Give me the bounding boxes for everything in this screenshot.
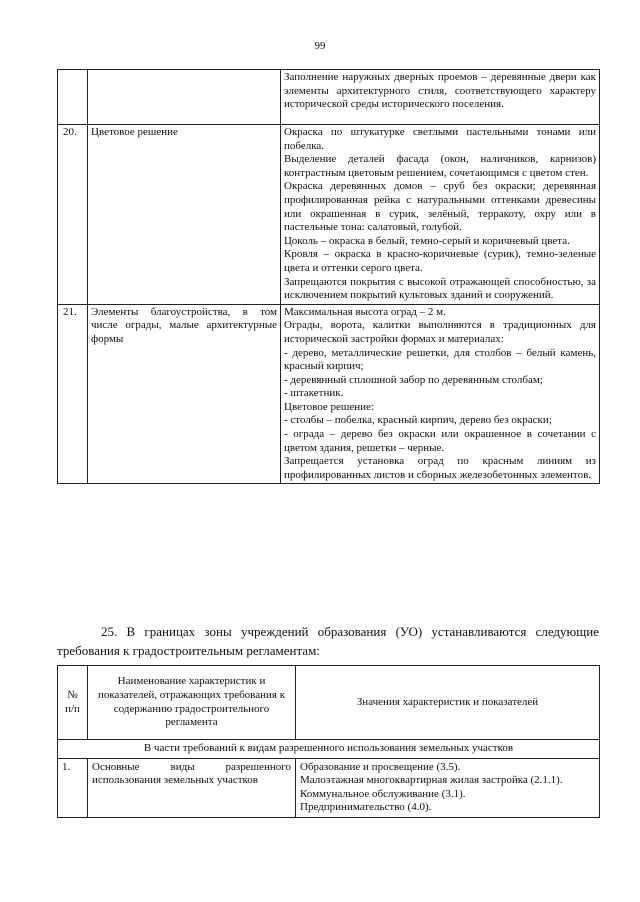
value-paragraph: Запрещается установка оград по красным линиям из профилированных листов и сборных железобетонных элементов.: [284, 455, 596, 481]
value-paragraph: Ограды, ворота, калитки выполняются в традиционных для исторической застройки формах и материалах:: [284, 319, 596, 345]
table-section-row: [58, 740, 600, 759]
value-paragraph: - дерево, металлические решетки, для столбов – белый камень, красный кирпич;: [284, 346, 596, 373]
row-values: [296, 758, 600, 817]
value-paragraph: - столбы – побелка, красный кирпич, дерево без окраски;: [284, 414, 552, 427]
section-title: В части требований к видам разрешенного использования земельных участков: [58, 740, 600, 759]
value-paragraph: Максимальная высота оград – 2 м.: [284, 305, 446, 318]
regulations-table-continued: [57, 69, 600, 484]
table-row: [58, 304, 600, 484]
row-name: Основные виды разрешенного использования земельных участков: [88, 758, 296, 817]
value-paragraph: Образование и просвещение (3.5).: [300, 760, 461, 773]
row-number: 1.: [58, 758, 88, 817]
table-header-row: [58, 666, 600, 740]
row-name: Элементы благоустройства, в том числе ограды, малые архитектурные формы: [88, 304, 281, 484]
table-row: [58, 70, 600, 125]
page-number: 99: [314, 40, 326, 52]
value-paragraph: Коммунальное обслуживание (3.1).: [300, 787, 466, 800]
table-row: [58, 125, 600, 305]
header-num: № п/п: [58, 666, 88, 740]
value-paragraph: Выделение деталей фасада (окон, наличников, карнизов) контрастным цветовым решением, сочетающимся с цветом стен.: [284, 153, 596, 179]
section-intro-paragraph: [57, 622, 599, 660]
value-paragraph: Окраска по штукатурке светлыми пастельными тонами или побелка.: [284, 126, 596, 152]
table-row: [58, 758, 600, 817]
value-paragraph: Цоколь – окраска в белый, темно-серый и коричневый цвета.: [284, 234, 570, 247]
row-number: 21.: [58, 304, 88, 484]
row-values: [281, 125, 600, 305]
row-name: Цветовое решение: [88, 125, 281, 305]
intro-text: 25. В границах зоны учреждений образования (УО) устанавливаются следующие требования к градостроительным регламентам:: [57, 624, 599, 658]
value-paragraph: - штакетник.: [284, 387, 344, 400]
row-number: 20.: [58, 125, 88, 305]
value-paragraph: Окраска деревянных домов – сруб без окраски; деревянная профилированная рейка с натуральными оттенками древесины или окрашенная в сурик, зелёный, терракоту, охру или в пастельные тона: салатовый, голубой.: [284, 180, 596, 234]
value-paragraph: Цветовое решение:: [284, 400, 374, 413]
value-paragraph: - ограда – дерево без окраски или окрашенное в сочетании с цветом здания, решетки – черные.: [284, 428, 596, 454]
value-paragraph: Предпринимательство (4.0).: [300, 801, 432, 814]
value-paragraph: Кровля – окраска в красно-коричневые (сурик), темно-зеленые цвета и оттенки серого цвета.: [284, 248, 596, 274]
uo-zone-regulations-table: [57, 665, 600, 818]
row-number: [58, 70, 88, 125]
row-values: [281, 70, 600, 125]
row-values: [281, 304, 600, 484]
value-paragraph: Запрещаются покрытия с высокой отражающей способностью, за исключением покрытий культовых зданий и сооружений.: [284, 275, 596, 302]
row-name: [88, 70, 281, 125]
header-values: Значения характеристик и показателей: [296, 666, 600, 740]
header-name: Наименование характеристик и показателей, отражающих требования к содержанию градостроительного регламента: [88, 666, 296, 740]
value-paragraph: Заполнение наружных дверных проемов – деревянные двери как элементы архитектурного стиля, соответствующего характеру исторической среды исторического поселения.: [284, 71, 596, 111]
value-paragraph: - деревянный сплошной забор по деревянным столбам;: [284, 373, 543, 386]
value-paragraph: Малоэтажная многоквартирная жилая застройка (2.1.1).: [300, 774, 563, 787]
